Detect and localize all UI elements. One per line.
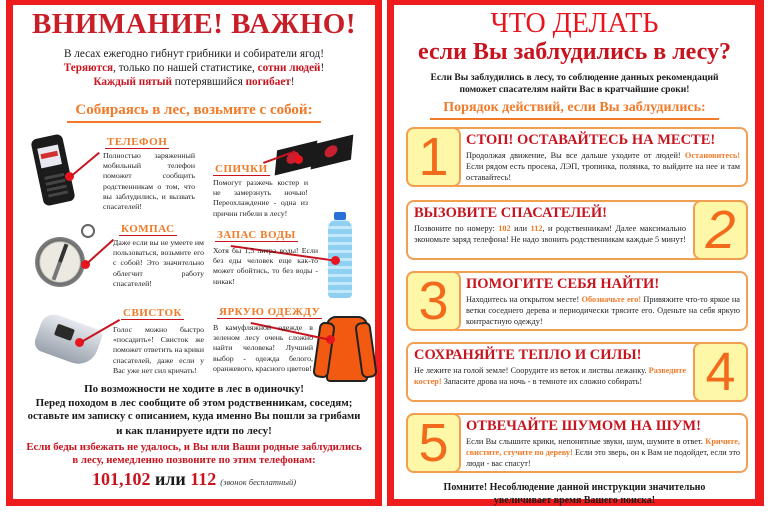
step-title: СОХРАНЯЙТЕ ТЕПЛО И СИЛЫ! [414,347,642,363]
callout-line [86,239,114,264]
mobile-phone-icon [30,133,75,206]
item-title-matches: СПИЧКИ [215,163,268,175]
emergency-instruction [13,441,375,467]
step-number: 3 [418,271,449,331]
step-highlight: Остановитесь! [684,151,740,160]
phone-number: 112 [190,469,217,489]
step-number: 2 [705,200,736,260]
step-text-part: или [510,224,531,233]
intro-highlight: Теряются [63,62,114,74]
step-2 [406,200,748,260]
step-number: 4 [705,342,736,402]
phone-number: 112 [530,224,543,233]
warning-line: По возможности не ходите в лес в одиночку! [84,383,304,395]
poster-title: ВНИМАНИЕ! ВАЖНО! [31,8,357,40]
step-number-box [406,271,461,331]
intro-line: Если Вы заблудились в лесу, то соблюдение данных рекомендаций [430,72,719,83]
step-highlight: Обозначьте его! [581,295,642,304]
intro-text-part: потерявшийся [171,76,246,88]
emergency-phone-numbers [13,469,375,490]
step-text-part: Если Вы слышите крики, непонятные звуки, шум, шумите в ответ. [466,437,706,446]
remember-line: увеличивает время Вашего поиска! [493,495,656,506]
intro-line-1: В лесах ежегодно гибнут грибники и собиратели ягод! [64,48,324,60]
intro-highlight: сотни людей [257,62,321,74]
step-text [414,365,686,387]
step-3 [406,271,748,331]
intro-text [13,47,375,89]
step-text [466,436,740,470]
alone-warning [13,382,375,438]
item-text-matches: Помогут разжечь костер и не замерзнуть ночью! Переохлаждение - одна из причин гибели в лесу! [213,178,308,218]
compass-ring [81,224,95,238]
warning-line: Перед походом в лес сообщите об этом родственникам, соседям; [35,397,353,409]
step-text [466,294,740,328]
poster-subtitle-heading: если Вы заблудились в лесу? [418,39,731,65]
callout-dot [331,256,340,265]
step-text-part: Находитесь на открытом месте! [466,295,582,304]
poster-intro [394,72,755,96]
phone-number: 102 [498,224,511,233]
separator: , [118,469,124,489]
intro-highlight: погибает [245,76,291,88]
item-text-phone: Полностью заряженный мобильный телефон поможет сообщить родственникам о том, что вы заблудились, и вызвать спасателей! [103,151,195,212]
step-number: 1 [418,127,449,187]
step-number-box [406,413,461,473]
whistle-icon [32,311,104,370]
intro-line: поможет спасателям найти Вас в кратчайшие сроки! [459,84,690,95]
phone-number: 102 [123,469,151,489]
warning-line: и как планируете идти по лесу! [116,425,272,437]
step-text-part: Запасите дрова на ночь - в темноте их сложно собирать! [441,377,643,387]
compass-icon [35,237,85,287]
order-heading: Порядок действий, если Вы заблудились: [443,100,706,115]
step-text-part: Если это зверь, он к Вам не подойдет, если это люди - вас спасут! [466,448,740,469]
step-title: СТОП! ОСТАВАЙТЕСЬ НА МЕСТЕ! [466,132,716,148]
item-title-compass: КОМПАС [121,223,175,235]
item-title-jacket: ЯРКУЮ ОДЕЖДУ [219,306,321,318]
callout-dot [294,155,303,164]
step-number-box [406,127,461,187]
step-text [414,223,686,245]
remember-note [394,481,755,507]
step-title: ВЫЗОВИТЕ СПАСАТЕЛЕЙ! [414,205,607,221]
step-text [466,150,740,184]
poster-what-to-do [387,0,764,506]
step-title: ОТВЕЧАЙТЕ ШУМОМ НА ШУМ! [466,418,701,434]
phone-number: 101 [91,469,119,489]
step-highlight: Кричите, свистите, стучите по дереву! [466,437,740,458]
water-bottle-icon [325,212,355,298]
callout-line [71,152,100,176]
intro-text-part: ! [320,62,325,74]
step-text-part: Если рядом есть просека, ЛЭП, тропинка, полянка, то выйдите на нее и там оставайтесь! [466,162,740,183]
step-text-part: Позвоните по номеру: [414,224,499,233]
separator: или [150,469,191,489]
intro-line-2 [13,61,375,75]
orange-jacket-icon [316,312,374,382]
item-text-jacket: В камуфляжной одежде в зеленом лесу очень сложно найти человека! Лучший выбор - одежда белого, оранжевого, красного цветов! [213,323,313,373]
bring-heading: Собираясь в лес, возьмите с собой: [75,102,313,118]
intro-text-part: ! [290,76,295,88]
heading-underline [430,118,719,120]
step-5 [406,413,748,473]
step-1 [406,127,748,187]
item-text-water: Хотя бы 1,5 литра воды! Если без еды человек еще как-то может обойтись, то без воды - никак! [213,246,318,286]
warning-line: оставьте им записку с описанием, куда именно Вы пошли за грибами [27,411,361,422]
free-call-note: (звонок бесплатный) [220,477,297,487]
step-text-part: Продолжая движение, Вы все дальше уходите от людей! [466,151,685,160]
step-text-part: , и родственникам! Далее максимально экономьте заряд телефона! Не надо звонить родственникам каждые 5 минут! [414,224,687,245]
step-text-part: Не лежите на голой земле! Соорудите из веток и листвы лежанку. [414,366,649,375]
intro-highlight: Каждый пятый [93,76,172,88]
step-text-part: Привяжите что-то яркое на ветки соседнего дерева и периодически трясите его. Оденьте на себя яркую контрастную одежду! [466,295,740,327]
poster-attention-important [6,0,382,506]
intro-line-3 [13,75,375,89]
remember-line: Помните! Несоблюдение данной инструкции значительно [443,482,706,493]
intro-text-part: , только по нашей статистике, [113,62,258,74]
step-title: ПОМОГИТЕ СЕБЯ НАЙТИ! [466,276,660,292]
poster-title: ЧТО ДЕЛАТЬ [490,8,659,39]
emergency-line: в лесу, немедленно позвоните по этим телефонам: [72,454,316,466]
item-title-water: ЗАПАС ВОДЫ [217,229,296,241]
step-number-box [693,200,748,260]
item-title-phone: ТЕЛЕФОН [107,136,168,148]
item-text-compass: Даже если вы не умеете им пользоваться, возьмите его с собой! Это значительно облегчит работу спасателей! [113,238,204,288]
step-number: 5 [418,413,449,473]
step-highlight: Разведите костер! [414,366,686,387]
step-number-box [693,342,748,402]
step-4 [406,342,748,402]
item-text-whistle: Голос можно быстро «посадить»! Свисток же поможет ответить на крики спасателей, даже если у Вас уже нет сил кричать! [113,325,204,375]
item-title-whistle: СВИСТОК [123,307,183,319]
heading-underline [67,121,321,123]
emergency-line: Если беды избежать не удалось, и Вы или Ваши родные заблудились [26,441,362,453]
